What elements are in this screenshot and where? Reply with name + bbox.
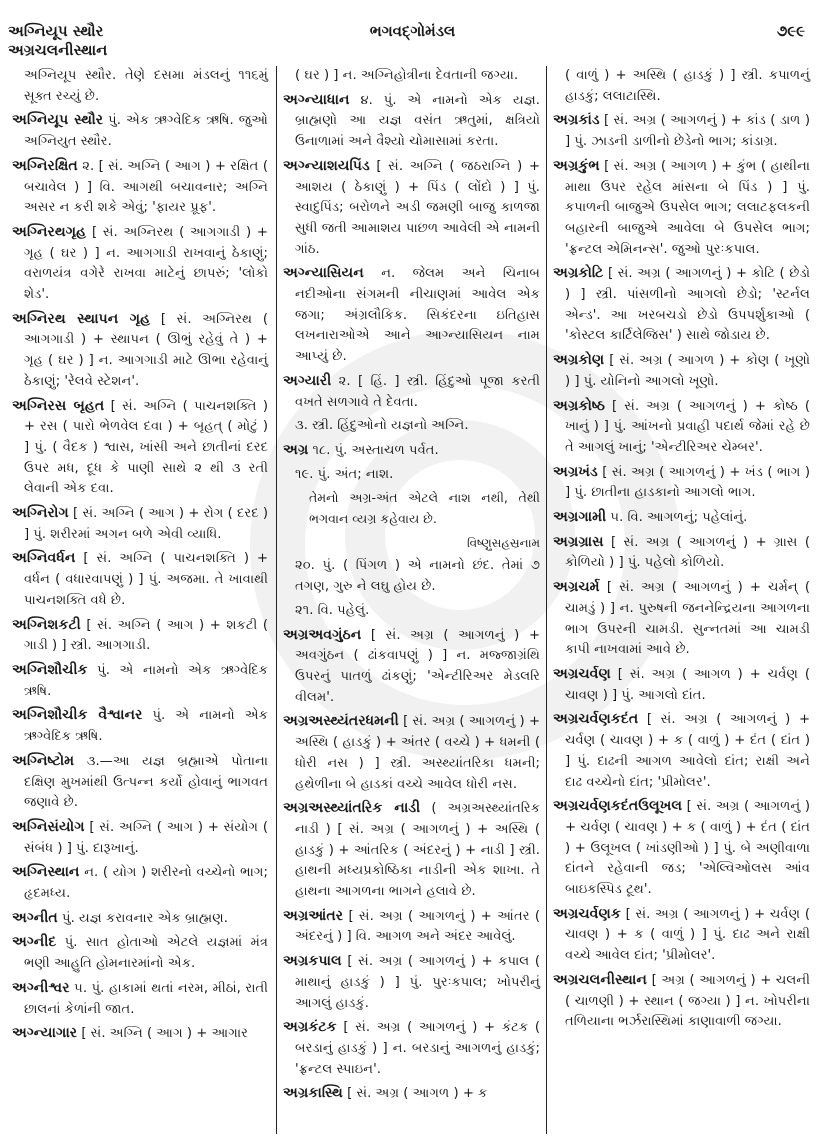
headword: અગ્રકાસ્થિ <box>283 1085 343 1102</box>
dictionary-entry <box>283 465 540 486</box>
dictionary-entry <box>12 503 268 545</box>
headword: અગ્રગ્રાસ <box>553 533 604 550</box>
headword: અગ્નિવર્ધન <box>12 550 76 567</box>
dictionary-entry <box>12 222 268 306</box>
headword: અગ્ન્યાસિયન <box>283 265 364 282</box>
headword: અગ્નિરથ સ્થાપન ગૃહ <box>12 310 151 327</box>
column-right <box>546 66 816 1134</box>
definition-text: ૧૯. પું. અંત; નાશ. <box>295 466 394 482</box>
dictionary-entry <box>12 1023 268 1045</box>
headword: અગ્નિષ્ટોમ <box>12 752 75 769</box>
dictionary-entry <box>553 110 810 152</box>
guide-word-first: અગ્નિયૂપ સ્થૌર <box>8 22 104 40</box>
headword: અગ્નિરથગૃહ <box>12 223 87 240</box>
headword: અગ્નિશૌચીક વૈશ્વાનર <box>12 707 143 724</box>
definition-text: વિષ્ણુસહસ્રનામ <box>466 535 540 550</box>
definition-text: [ સં. અગ્ર ( આગળ ) + ચર્વણ ( ચાવણ ) ] પું. આગલો દાંત. <box>565 666 810 703</box>
definition-text: ( અગ્રઅસ્થ્યાંતરિક નાડી ) [ સં. અગ્ર ( આગળનું ) + અસ્થિ ( હાડકું ) + આંતરિક ( અંદરનું ) + નાડી ] સ્ત્રી. હાથની મધ્યપ્રકોષ્ઠિકા નાડીની એક શાખા. તે હાથના આગળના ભાગને હલાવે છે. <box>295 801 541 900</box>
dictionary-entry <box>553 709 810 793</box>
definition-text: [ સં. અગ્નિરથ ( આગગાડી ) + ગૃહ ( ઘર ) ] ન. આગગાડી રાખવાનું ઠેકાણું; વરાળયંત્ર વગેરે રાખવા માટેનું છાપરું; 'લોકો શેડ'. <box>24 224 268 303</box>
definition-text: [ સં. અગ્ર ( આગળનું ) + ખંડ ( ભાગ ) ] પું. છાતીના હાડકાનો આગલો ભાગ. <box>565 464 810 501</box>
headword: અગ્નીશ્વર <box>12 979 70 996</box>
dictionary-entry <box>553 904 810 967</box>
dictionary-entry <box>12 110 268 152</box>
headword: અગ્રકુંભ <box>553 157 600 174</box>
definition-text: [ સં. અગ્ર ( આગળનું ) + કપાલ ( માથાનું હાડકું ) ] પું. પુરઃકપાલ; ખોપરીનું આગલું હાડકું. <box>295 954 540 1011</box>
dictionary-entry <box>12 548 268 611</box>
dictionary-entry <box>283 951 540 1014</box>
headword: અગ્રચર્મ <box>553 579 600 596</box>
headword: અગ્નિસ્થાન <box>12 864 80 881</box>
dictionary-entry <box>283 371 540 413</box>
headword: અગ્રચર્વણ <box>553 665 611 682</box>
dictionary-entry <box>553 263 810 347</box>
definition-text: [ સં. અગ્ર ( આગળનું ) + ચર્વણ ( ચાવણ ) + ક ( વાળું ) + દંત ( દાંત ) + ઉલૂખલ ( ખાંડણીઓ ) ] પું. બે અણીવાળા દાંતને રહેવાની જડ; 'એલ્વિઓલસ આંવ બાઇકસ્પિડ ટૂથ'. <box>565 799 810 898</box>
dictionary-entry <box>283 156 540 261</box>
definition-text: [ સં. અગ્ર ( આગળ ) + ક <box>342 1086 488 1102</box>
headword: અગ્રચલનીસ્થાન <box>553 971 647 988</box>
dictionary-entry <box>12 817 268 859</box>
definition-text: [ સં. અગ્નિરથ ( આગગાડી ) + સ્થાપન ( ઊભું રહેવું તે ) + ગૃહ ( ઘર ) ] ન. આગગાડી માટે ઊભા રહેવાનું ઠેકાણું; 'રેલવે સ્ટેશન'. <box>24 311 268 389</box>
dictionary-entry <box>283 798 540 903</box>
definition-text: [ સં. અગ્નિ ( આગ ) + સંયોગ ( સંબંધ ) ] પું. દારૂખાનું. <box>24 819 268 856</box>
dictionary-entry <box>283 556 540 597</box>
dictionary-entry <box>283 263 540 368</box>
definition-text: ( ઘર ) ] ન. અગ્નિહોત્રીના દેવતાની જગ્યા. <box>295 68 519 83</box>
dictionary-entry <box>553 66 810 107</box>
dictionary-entry <box>553 970 810 1033</box>
definition-text: [ અગ્ર ( આગળનું ) + ચલની ( ચાળણી ) + સ્થાન ( જગ્યા ) ] ન. ખોપરીના તળિયાના ભર્ઝરાસ્થિમાં કાણાવાળી જગ્યા. <box>565 972 810 1030</box>
dictionary-entry <box>12 309 268 393</box>
dictionary-entry <box>553 577 810 661</box>
definition-text: ન. ( યોગ ) શરીરનો વચ્ચેનો ભાગ; હૃદમધ્ય. <box>24 865 268 902</box>
dictionary-entry <box>553 350 810 392</box>
dictionary-entry <box>283 66 540 87</box>
definition-text: [ સં. અગ્ર ( આગળનું ) + કોષ્ઠ ( ખાનું ) ] પું. આંખનો પ્રવાહી પદાર્થ જેમાં રહે છે તે આગલું ખાનું; 'એન્ટીરિઅર ચેમ્બર'. <box>565 398 810 455</box>
dictionary-entry <box>283 90 540 153</box>
definition-text: ૪. પું. એ નામનો એક યજ્ઞ. બ્રાહ્મણો આ યજ્ઞ વસંત ઋતુમાં, ક્ષત્રિયો ઉનાળામાં અને વૈશ્યો ચોમાસામાં કરતા. <box>295 92 540 150</box>
headword: અગ્રકોટિ <box>553 265 604 282</box>
definition-text: ( વાળું ) + અસ્થિ ( હાડકું ) ] સ્ત્રી. કપાળનું હાડકું; લલાટાસ્થિ. <box>565 68 810 104</box>
headword: અગ્નિયૂપ સ્થૌર <box>12 112 104 129</box>
dictionary-entry <box>283 440 540 462</box>
definition-text: [ સં. અગ્ર ( આગળનું ) + આંતર ( અંદરનું ) ] વિ. આગળ અને અંદર આવેલું. <box>295 908 540 945</box>
headword: અગ્રચર્વણક <box>553 905 621 922</box>
headword: અગ્નિરક્ષિત <box>12 157 78 174</box>
definition-text: [ સં. અગ્ર ( આગળનું ) + કોટિ ( છેડો ) ] સ્ત્રી. પાંસળીનો આગલો છેડો; 'સ્ટર્નલ એન્ડ'. આ ખરબચડો છેડો ઉપપર્શુકાઓ ( 'કોસ્ટલ કાર્ટિલેજિસ' ) સાથે જોડાય છે. <box>565 266 810 344</box>
dictionary-entry <box>553 156 810 261</box>
definition-text: [ સં. અગ્ર ( આગળનું ) + કંટક ( બરડાનું હાડકું ) ] ન. બરડાનું આગળનું હાડકું; 'ફ્રન્ટલ સ્પાઇન'. <box>295 1020 540 1077</box>
definition-text: [ સં. અગ્ર ( આગળનું ) + અવગુંઠન ( ઢાંકવાપણું ) ] ન. મજ્જાગ્રંથિ ઉપરનું પાતળું ઢાંકણું; 'એન્ટીરિઅર મેડલરિ વીલમ'. <box>295 627 540 705</box>
headword: અગ્ન્યાધાન <box>283 91 350 108</box>
headword: અગ્ર <box>283 441 309 458</box>
dictionary-entry <box>12 615 268 657</box>
dictionary-entry <box>12 862 268 904</box>
definition-text: પું. એક ઋગ્વેદિક ઋષિ. જુઓ અગ્નિયુત સ્થૌર. <box>24 113 268 150</box>
dictionary-entry <box>283 1017 540 1080</box>
headword: અગ્રઅસ્થ્યંતરધમની <box>283 713 399 730</box>
headword: અગ્રઅસ્થ્યાંતરિક નાડી <box>283 800 421 817</box>
definition-text: ૫. વિ. આગળનું; પહેલાંનું. <box>606 510 748 526</box>
dictionary-entry <box>283 1083 540 1105</box>
headword: અગ્રકાંડ <box>553 112 600 129</box>
headword: અગ્રઅવગુંઠન <box>283 626 362 643</box>
definition-text: ૨૦. પું. ( પિંગળ ) એ નામનો છંદ. તેમાં ૭ તગણ, ગુરુ ને લઘુ હોય છે. <box>295 558 540 595</box>
definition-text: પું. યજ્ઞ કરાવનાર એક બ્રાહ્મણ. <box>57 910 228 926</box>
headword: અગ્રકપાલ <box>283 953 342 970</box>
definition-text: [ સં. અગ્ર ( આગળનું ) + અસ્થિ ( હાડકું ) + અંતર ( વચ્ચે ) + ધમની ( ધોરી નસ ) ] સ્ત્રી. અસ્થ્યાંતરિકા ધમની; હથેળીના બે હાડકાં વચ્ચે આવેલ ધોરી નસ. <box>295 714 540 792</box>
headword: અગ્નિરોગ <box>12 505 69 522</box>
definition-text: [ સં. અગ્નિ ( પાચનશક્તિ ) + રસ ( પારો ભેળવેલ દવા ) + બૃહત્ ( મોટું ) ] પું. ( વૈદક ) શ્વાસ, ખાંસી અને છાતીનાં દરદ ઉપર મધ, દૂધ કે પાણી સાથે ૨ થી ૩ રતી લેવાની એક દવા. <box>24 398 268 497</box>
dictionary-entry <box>12 978 268 1020</box>
headword: અગ્નિશૌચીક <box>12 661 88 678</box>
definition-text: અગ્નિયૂપ સ્થૌર. તેણે દસમા મંડલનું ૧૧૬મું સૂક્ત રચ્યું છે. <box>24 68 268 104</box>
dictionary-entry <box>553 664 810 706</box>
dictionary-entry <box>283 625 540 709</box>
dictionary-entry <box>12 396 268 501</box>
headword: અગ્યારી <box>283 372 332 389</box>
definition-text: ૧૮. પું. અસ્તાચળ પર્વત. <box>308 442 439 458</box>
guide-word-last: અગ્રચલનીસ્થાન <box>8 41 108 59</box>
definition-text: ૨. [ સં. અગ્નિ ( આગ ) + રક્ષિત ( બચાવેલ ) ] વિ. આગથી બચાવનાર; અગ્નિ અસર ન કરી શકે એવું; 'ફાયર પ્રૂફ'. <box>24 158 268 216</box>
dictionary-entry <box>12 660 268 702</box>
dictionary-entry <box>12 156 268 219</box>
definition-text: [ સં. અગ્ર ( આગળનું ) + કાંડ ( ડાળ ) ] પું. ઝાડની ડાળીનો છેડેનો ભાગ; કાંડાગ્ર. <box>565 113 810 150</box>
headword: અગ્ન્યાગાર <box>12 1025 78 1042</box>
definition-text: ૩.—આ યજ્ઞ બ્રહ્માએ પોતાના દક્ષિણ મુખમાંથી ઉત્પન્ન કર્યો હોવાનું ભાગવત જણાવે છે. <box>24 753 268 811</box>
headword: અગ્રકંટક <box>283 1019 337 1036</box>
definition-text: ૨૧. વિ. પહેલું. <box>295 602 370 618</box>
definition-text: [ સં. અગ્ર ( આગળનું ) + ગ્રાસ ( કોળિયો ) ] પું. પહેલો કોળિયો. <box>565 534 810 571</box>
headword: અગ્રખંડ <box>553 463 598 480</box>
quotation <box>283 488 540 529</box>
definition-text: [ સં. અગ્નિ ( આગ ) + રોગ ( દરદ ) ] પું. શરીરમાં અગન બળે એવી વ્યાધિ. <box>24 506 268 542</box>
definition-text: [ સં. અગ્ર ( આગળનું ) + ચર્વણ ( ચાવણ ) + ક ( વાળું ) ] પું. દાઢ અને રાક્ષી વચ્ચે આવેલ દાંત; 'પ્રીમોલર'. <box>565 906 810 964</box>
definition-text: [ સં. અગ્નિ ( જઠરાગ્નિ ) + આશય ( ઠેકાણું ) + પિંડ ( લોંદો ) ] પું. સ્વાદુપિંડ; બરોળને અડી જમણી બાજુ કાળજા સુધી જતી આમાશય પાછળ આવેલી એ નામની ગાંઠ. <box>295 158 540 257</box>
citation-source <box>283 533 540 554</box>
headword: અગ્રગામી <box>553 509 607 526</box>
definition-text: ૩. સ્ત્રી. હિંદુઓનો યજ્ઞનો અગ્નિ. <box>295 418 469 434</box>
definition-text: ન. જેલમ અને ચિનાબ નદીઓના સંગમની નીચાણમાં આવેલ એક જગા; અંગ્રલૌકિક. સિકંદરના ઇતિહાસ લખનારાઓએ આને આગ્ન્યાસિયન નામ આપ્યું છે. <box>295 266 540 365</box>
dictionary-entry <box>283 906 540 948</box>
dictionary-columns <box>6 66 821 1134</box>
headword: અગ્રઆંતર <box>283 907 344 924</box>
definition-text: [ સં. અગ્નિ ( આગ ) + શકટી ( ગાડી ) ] સ્ત્રી. આગગાડી. <box>24 617 268 654</box>
headword: અગ્રચર્વણકદંત <box>553 711 639 728</box>
definition-text: પું. એ નામનો એક ઋગ્વેદિક ઋષિ. <box>24 662 268 699</box>
dictionary-entry <box>553 796 810 901</box>
page-header <box>0 0 825 64</box>
definition-text: [ સં. અગ્ર ( આગળનું ) + ચર્મન્ ( ચામડું ) ] ન. પુરુષની જનનેન્દ્રિયના આગળના ભાગ ઉપરની ચામડી. સુન્નતમાં આ ચામડી કાપી નાખવામાં આવે છે. <box>565 580 810 658</box>
dictionary-entry <box>12 751 268 814</box>
dictionary-title: ભગવદ્ગોમંડલ <box>369 22 456 40</box>
definition-text: [ સં. અગ્ર ( આગળ ) + કોણ ( ખૂણો ) ] પું. યોનિનો આગલો ખૂણો. <box>565 353 810 389</box>
dictionary-entry <box>12 66 268 107</box>
headword: અગ્નિશકટી <box>12 616 81 633</box>
definition-text: [ સં. અગ્નિ ( આગ ) + આગાર <box>77 1026 248 1042</box>
column-middle <box>276 66 546 1134</box>
dictionary-entry <box>12 908 268 930</box>
definition-text: [ સં. અગ્નિ ( પાચનશક્તિ ) + વર્ધન ( વધારવાપણું ) ] પું. અજમા. તે ખાવાથી પાચનશક્તિ વધે છે. <box>24 551 268 608</box>
dictionary-entry <box>283 601 540 622</box>
definition-text: પું. સાત હોતાઓ એટલે યજ્ઞમાં મંત્ર ભણી આહુતિ હોમનારમાંનો એક. <box>24 935 268 972</box>
column-left <box>6 66 276 1134</box>
dictionary-entry <box>12 932 268 974</box>
dictionary-entry <box>283 711 540 795</box>
headword: અગ્નીત <box>12 909 58 926</box>
dictionary-entry <box>553 396 810 459</box>
definition-text: ૨. [ હિં. ] સ્ત્રી. હિંદુઓ પૂજા કરતી વખતે સળગાવે તે દેવતા. <box>295 373 540 410</box>
page-number: ૭૯૯ <box>776 22 805 40</box>
dictionary-entry <box>12 705 268 747</box>
headword: અગ્નિસંયોગ <box>12 818 85 835</box>
dictionary-entry <box>553 532 810 574</box>
headword: અગ્રકોષ્ઠ <box>553 397 605 414</box>
dictionary-entry <box>553 462 810 504</box>
definition-text: તેમનો અગ્ર-અંત એટલે નાશ નથી, તેથી ભગવાન વ્યગ્ર કહેવાય છે. <box>309 490 540 527</box>
definition-text: પું. એ નામનો એક ઋગ્વેદિક ઋષિ. <box>24 708 268 745</box>
headword: અગ્રકોણ <box>553 352 605 369</box>
definition-text: ૫. પું. હાકામાં થતાં નરમ, મીઠાં, રાતી છાલનાં કેળાંની જાત. <box>24 980 268 1017</box>
headword: અગ્નીદ <box>12 934 57 951</box>
headword: અગ્રચર્વણકદંતઉલૂખલ <box>553 798 683 815</box>
definition-text: [ સં. અગ્ર ( આગળ ) + કુંભ ( હાથીના માથા ઉપર રહેલ માંસના બે પિંડ ) ] પું. કપાળની બાજુએ ઉપસેલ ભાગ; લલાટફલકની બહારની બાજુએ આવેલા બે ઉપસેલ ભાગ; 'ફ્રન્ટલ એમિનન્સ'. જુઓ પુરઃકપાલ. <box>565 158 810 257</box>
dictionary-entry <box>553 507 810 529</box>
dictionary-entry <box>283 416 540 437</box>
definition-text: [ સં. અગ્ર ( આગળનું ) + ચર્વણ ( ચાવણ ) + ક ( વાળું ) + દંત ( દાંત ) ] પું. દાઢની આગળ આવેલો દાંત; રાક્ષી અને દાઢ વચ્ચેનો દાંત; 'પ્રીમોલર'. <box>565 712 810 790</box>
headword: અગ્નિરસ બૃહત <box>12 397 105 414</box>
headword: અગ્ન્યાશયપિંડ <box>283 157 370 174</box>
